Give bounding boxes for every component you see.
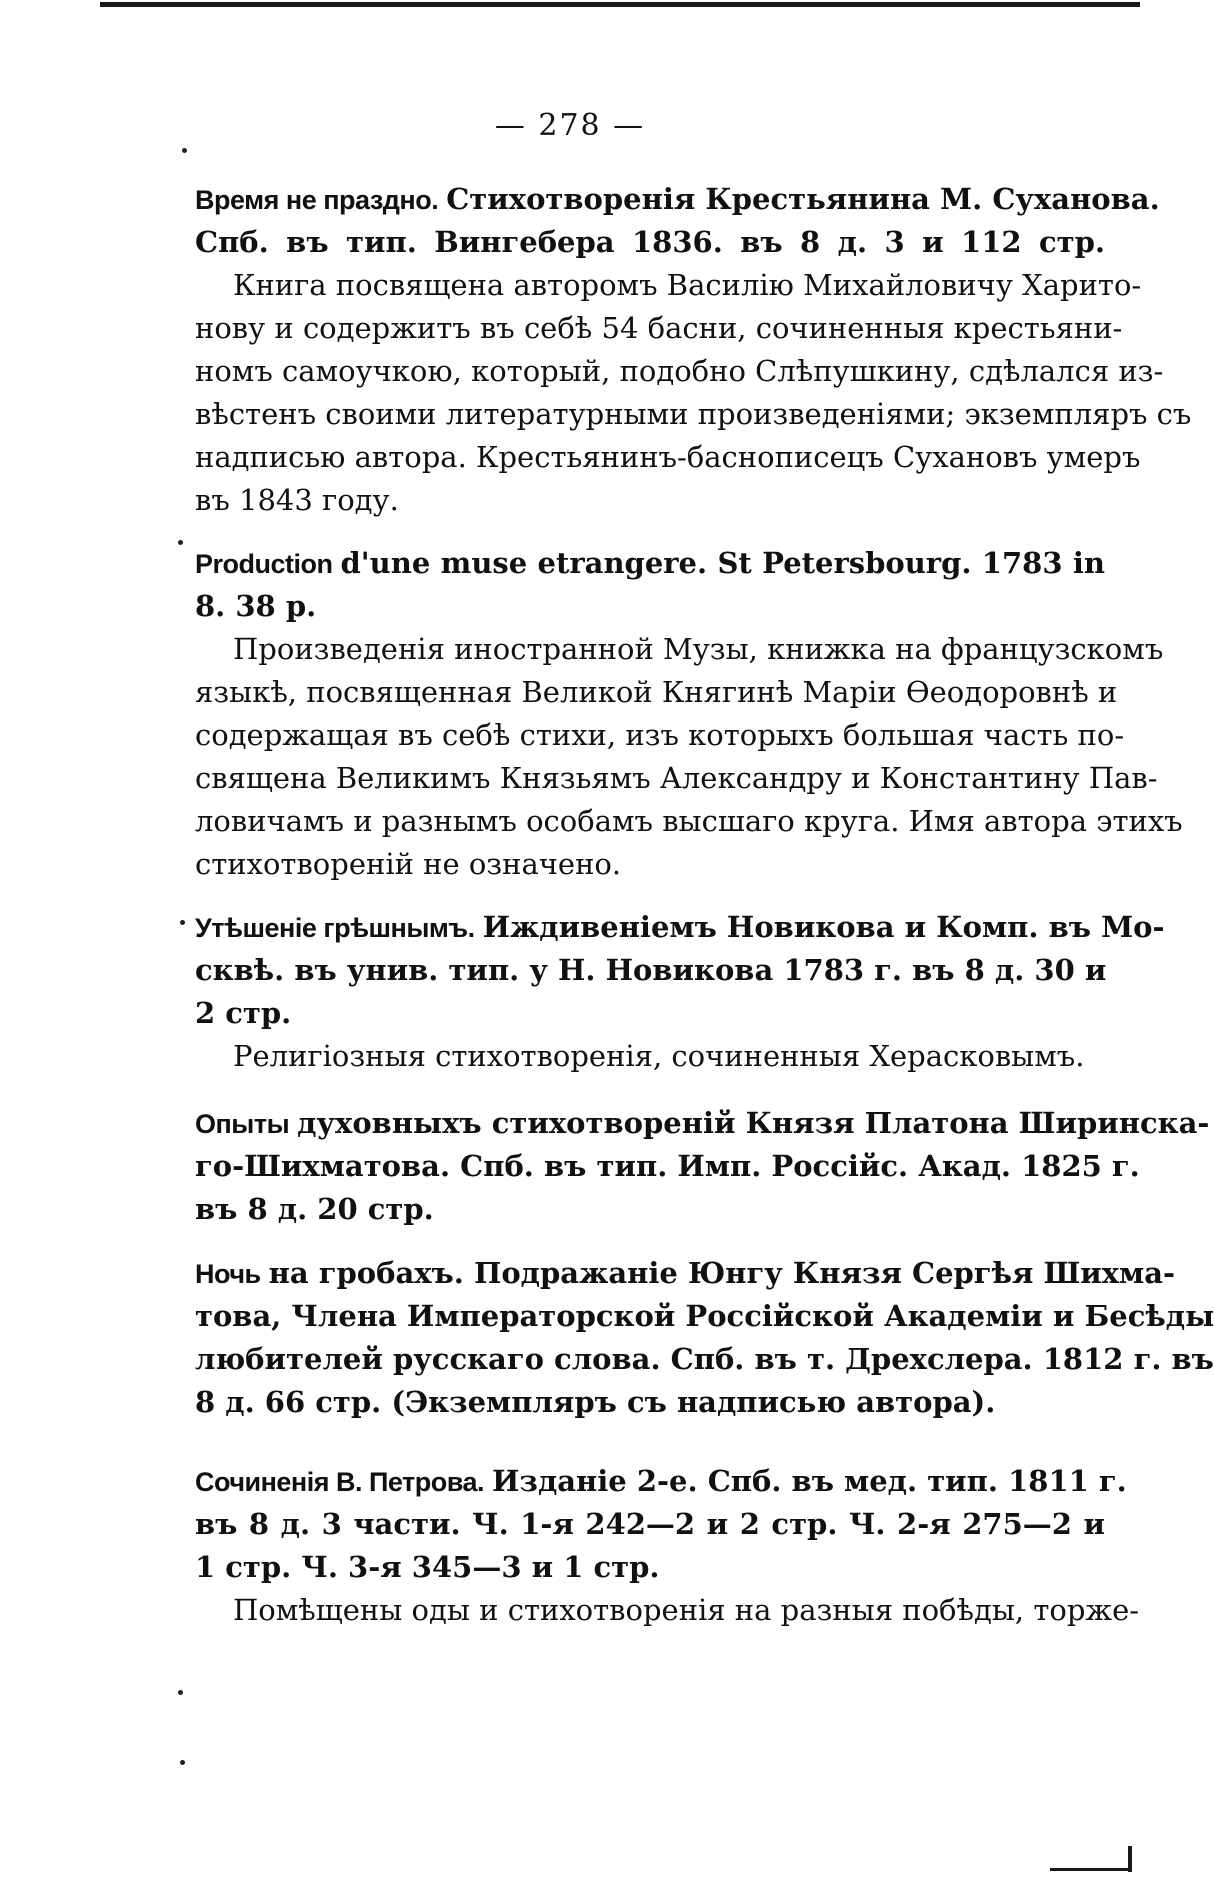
bottom-rule: [1050, 1868, 1132, 1871]
entry-text-line: 8. 38 p.: [195, 589, 317, 623]
entry-description: [195, 1589, 1140, 1632]
entry-text-line: 2 стр.: [195, 996, 292, 1030]
entry-heading-line: [195, 1460, 1127, 1503]
description-line: нову и содержитъ въ себѣ 54 басни, сочиненныя крестьяни-: [195, 311, 1123, 345]
entry-title: Утѣшеніе грѣшнымъ.: [195, 913, 475, 943]
scan-speck: [182, 148, 187, 153]
scan-speck: [178, 540, 183, 545]
entry-text: d'une muse etrangere. St Petersbourg. 1783 in: [340, 546, 1105, 580]
description-line: ловичамъ и разнымъ особамъ высшаго круга. Имя автора этихъ: [195, 804, 1183, 838]
entry-text: Стихотворенія Крестьянина М. Суханова.: [446, 182, 1160, 216]
description-line: надписью автора. Крестьянинъ-баснописецъ Сухановъ умеръ: [195, 440, 1141, 474]
entry-title: Опыты: [195, 1109, 290, 1139]
description-line: Книга посвящена авторомъ Василію Михайловичу Харито-: [233, 268, 1142, 302]
bibliography-entry: [195, 542, 1183, 886]
entry-description: [195, 1035, 1105, 1078]
description-line: номъ самоучкою, который, подобно Слѣпушкину, сдѣлался из-: [195, 354, 1164, 388]
entry-text: Изданіе 2-е. Спб. въ мед. тип. 1811 г.: [492, 1464, 1127, 1498]
description-line: Помѣщены оды и стихотворенія на разныя побѣды, торже-: [233, 1593, 1140, 1627]
entry-text: на гробахъ. Подражаніе Юнгу Князя Сергѣя Шихма-: [268, 1256, 1176, 1290]
description-line: Религіозныя стихотворенія, сочиненныя Херасковымъ.: [233, 1039, 1085, 1073]
scan-speck: [180, 1760, 185, 1765]
description-line: содержащая въ себѣ стихи, изъ которыхъ большая часть по-: [195, 718, 1125, 752]
entry-title: Ночь: [195, 1259, 261, 1289]
entry-text-line: го-Шихматова. Спб. въ тип. Имп. Россійс. Акад. 1825 г.: [195, 1149, 1140, 1183]
bibliography-entry: [195, 1102, 1210, 1231]
bibliography-entry: [195, 178, 1192, 522]
entry-text-line: 1 стр. Ч. 3-я 345—3 и 1 стр.: [195, 1550, 660, 1584]
description-line: вѣстенъ своими литературными произведеніями; экземпляръ съ: [195, 397, 1192, 431]
entry-text: духовныхъ стихотвореній Князя Платона Ширинска-: [297, 1106, 1210, 1140]
bibliography-entry: [195, 1252, 1214, 1424]
entry-text-line: любителей русскаго слова. Спб. въ т. Дрехслера. 1812 г. въ: [195, 1342, 1214, 1376]
description-line: священа Великимъ Князьямъ Александру и Константину Пав-: [195, 761, 1158, 795]
description-line: въ 1843 году.: [195, 483, 399, 517]
page-number: — 278 —: [494, 108, 646, 143]
bibliography-entry: [195, 906, 1165, 1078]
entry-text-line: въ 8 д. 20 стр.: [195, 1192, 434, 1226]
entry-text-line: въ 8 д. 3 части. Ч. 1-я 242—2 и 2 стр. Ч. 2-я 275—2 и: [195, 1507, 1105, 1541]
entry-heading-line: [195, 1252, 1176, 1295]
description-line: стихотвореній не означено.: [195, 847, 622, 881]
scan-speck: [180, 920, 185, 925]
bottom-tick: [1128, 1846, 1132, 1872]
entry-title: Сочиненія В. Петрова.: [195, 1467, 485, 1497]
entry-description: [195, 628, 1183, 886]
entry-text-line: сквѣ. въ унив. тип. у Н. Новикова 1783 г. въ 8 д. 30 и: [195, 953, 1107, 987]
entry-heading-line: [195, 542, 1105, 585]
entry-description: [195, 264, 1192, 522]
description-line: Произведенія иностранной Музы, книжка на французскомъ: [233, 632, 1164, 666]
entry-text: Иждивеніемъ Новикова и Комп. въ Мо-: [482, 910, 1165, 944]
entry-title: Время не праздно.: [195, 185, 439, 215]
entry-text-line: това, Члена Императорской Россійской Академіи и Бесѣды: [195, 1299, 1214, 1333]
entry-heading-line: [195, 906, 1165, 949]
entry-text-line: 8 д. 66 стр. (Экземпляръ съ надписью автора).: [195, 1385, 996, 1419]
bibliography-entry: [195, 1460, 1140, 1632]
description-line: языкѣ, посвященная Великой Княгинѣ Маріи Ѳеодоровнѣ и: [195, 675, 1118, 709]
entry-heading-line: [195, 1102, 1210, 1145]
entry-title: Production: [195, 549, 333, 579]
entry-heading-line: [195, 178, 1160, 221]
scan-speck: [178, 1690, 183, 1695]
entry-text-line: Спб. въ тип. Вингебера 1836. въ 8 д. 3 и 112 стр.: [195, 225, 1105, 259]
